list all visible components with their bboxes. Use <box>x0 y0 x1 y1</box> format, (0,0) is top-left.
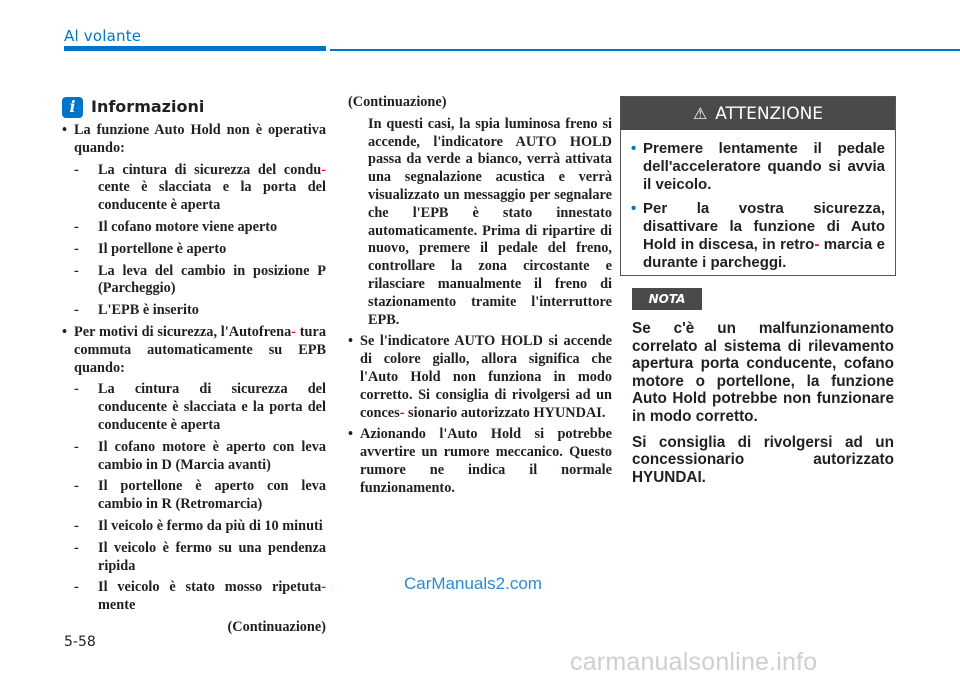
dash-mark: - <box>74 161 79 178</box>
list-item <box>74 219 326 237</box>
list-item <box>74 302 326 320</box>
list-item <box>74 579 326 615</box>
warning-header <box>621 97 895 130</box>
header-rule-thick <box>64 46 326 51</box>
dash-mark: - <box>74 517 79 534</box>
dash-mark: - <box>74 240 79 257</box>
item-text: Il portellone è aperto con leva cambio in R (Retromarcia) <box>98 478 326 513</box>
warning-item-text: Per la vostra sicurezza, disattivare la funzione di Auto Hold in discesa, in retro <box>643 200 885 253</box>
warning-item-text-cont: marcia e durante i parcheggi. <box>643 236 885 271</box>
dash-mark: - <box>74 478 79 495</box>
hyphen-mark: - <box>399 404 405 421</box>
dash-mark: - <box>74 438 79 455</box>
dash-mark: - <box>74 302 79 319</box>
list-epb-switch <box>62 381 326 615</box>
hyphen-mark: - <box>291 323 296 340</box>
list-auto-hold-inactive <box>62 162 326 320</box>
hyphen-mark: - <box>321 579 326 596</box>
warning-item <box>631 200 885 272</box>
bullet-text: Per motivi di sicurezza, l'Autofrena <box>74 323 292 340</box>
dash-mark: - <box>74 381 79 398</box>
warning-title: ATTENZIONE <box>715 103 824 124</box>
item-text: Il veicolo è stato mosso ripetuta <box>98 579 322 596</box>
nota-paragraph: Si consiglia di rivolgersi ad un concessionario autorizzato HYUNDAI. <box>632 433 894 486</box>
warning-triangle-icon: ⚠ <box>692 104 708 123</box>
bullet-text: Se l'indicatore AUTO HOLD si accende di colore giallo, allora significa che l'Auto Hold non funziona in modo corretto. Si consiglia di rivolgersi ad un conces <box>360 333 612 421</box>
hyphen-mark: - <box>321 161 326 178</box>
item-text: L'EPB è inserito <box>98 302 199 319</box>
watermark-corner: carmanualsonline.info <box>570 648 818 676</box>
dash-mark: - <box>74 539 79 556</box>
page-number: 5-58 <box>64 634 96 650</box>
dash-mark: - <box>74 579 79 596</box>
continued-label: (Continuazione) <box>227 618 326 635</box>
bullet-text-cont: sionario autorizzato HYUNDAI. <box>408 404 606 421</box>
item-text: Il cofano motore viene aperto <box>98 218 278 235</box>
warning-body <box>621 130 895 272</box>
item-text: Il veicolo è fermo su una pendenza ripida <box>98 539 326 574</box>
item-text: La cintura di sicurezza del conducente è slacciata e la porta del conducente è aperta <box>98 381 326 433</box>
item-text: Il portellone è aperto <box>98 240 227 257</box>
hyphen-mark: - <box>814 236 820 253</box>
item-text-cont: mente <box>98 597 136 614</box>
item-text: La leva del cambio in posizione P (Parcheggio) <box>98 262 326 297</box>
item-text-cont: cente è slacciata e la porta del conducente è aperta <box>98 179 326 214</box>
bullet-mechanical-noise: • Azionando l'Auto Hold si potrebbe avvertire un rumore meccanico. Questo rumore ne indica il normale funzionamento. <box>348 426 612 497</box>
list-item <box>74 439 326 475</box>
item-text: Il veicolo è fermo da più di 10 minuti <box>98 517 323 534</box>
nota-paragraph: Se c'è un malfunzionamento correlato al sistema di rilevamento apertura porta conducente, cofano motore o portellone, la funzione Auto Hold potrebbe non funzionare in modo corretto. <box>632 320 894 425</box>
list-item <box>74 381 326 434</box>
list-item <box>74 518 326 536</box>
warning-item: • Premere lentamente il pedale dell'acceleratore quando si avvia il veicolo. <box>631 140 885 194</box>
column-middle <box>348 94 612 498</box>
nota-text <box>632 320 894 494</box>
warning-box <box>620 96 896 276</box>
bullet-text-cont: tura commuta automaticamente su EPB quando: <box>74 323 326 376</box>
item-text: Il cofano motore è aperto con leva cambio in D (Marcia avanti) <box>98 438 326 473</box>
list-item <box>74 162 326 215</box>
bullet-yellow-indicator <box>348 333 612 422</box>
dash-mark: - <box>74 262 79 279</box>
item-text: La cintura di sicurezza del condu <box>98 161 322 178</box>
bullet-epb-switch <box>62 324 326 377</box>
column-left <box>62 94 326 637</box>
list-item <box>74 478 326 514</box>
list-item <box>74 263 326 299</box>
info-title: Informazioni <box>91 97 205 117</box>
list-item <box>74 540 326 576</box>
info-heading <box>62 94 326 120</box>
bullet-auto-hold-inactive <box>62 122 326 158</box>
nota-badge: NOTA <box>632 288 702 310</box>
header-rule-thin <box>330 49 960 51</box>
continued-label: (Continuazione) <box>348 94 447 110</box>
watermark-center: CarManuals2.com <box>404 574 542 593</box>
bullet-text: La funzione Auto Hold non è operativa quando: <box>74 122 326 156</box>
info-icon: i <box>62 97 83 118</box>
section-title: Al volante <box>64 27 142 45</box>
paragraph-epb-engaged: In questi casi, la spia luminosa freno si accende, l'indicatore AUTO HOLD passa da verde a bianco, verrà attivata una segnalazione acustica e verrà visualizzato un messaggio per segnalare che l'EPB è stato innestato automaticamente. Prima di ripartire di nuovo, premere il pedale del freno, controllare la zona circostante e rilasciare manualmente il freno di stazionamento tramite l'interruttore EPB. <box>368 115 612 328</box>
list-item <box>74 241 326 259</box>
dash-mark: - <box>74 218 79 235</box>
